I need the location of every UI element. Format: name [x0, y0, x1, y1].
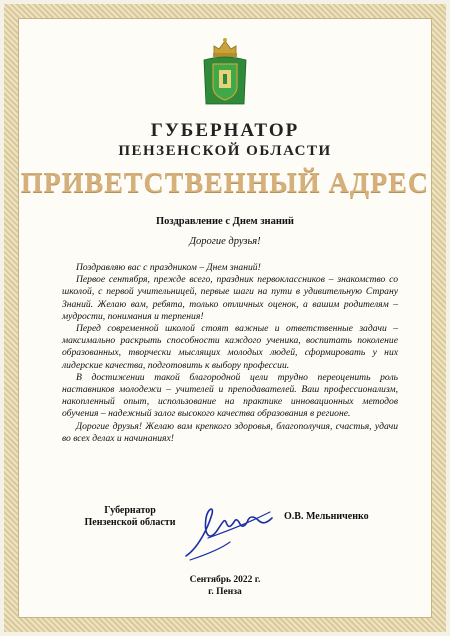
- signatory-title: [70, 505, 190, 529]
- issuer-title: ГУБЕРНАТОР: [150, 120, 300, 141]
- issuer-region: ПЕНЗЕНСКОЙ ОБЛАСТИ: [118, 143, 332, 159]
- signatory-name: О.В. Мельниченко: [284, 511, 369, 522]
- signatory-title-line: Губернатор: [104, 505, 156, 516]
- paragraph: Поздравляю вас с праздником – Днем знаний!: [76, 262, 261, 273]
- paragraph: Перед современной школой стоят важные и ответственные задачи – максимально раскрыть способности каждого ученика, воспитать поколение образованных, творчески мыслящих молодых людей, сформировать у них лидерские качества, подготовить к выбору профессии.: [62, 323, 398, 371]
- paragraph: Первое сентября, прежде всего, праздник первоклассников – знакомство со школой, с первой учительницей, первые шаги на пути в удивительную Страну Знаний. Желаю вам, ребята, только отличных оценок, а вашим родителям – мудрости, понимания и терпения!: [62, 274, 398, 322]
- paragraph: Дорогие друзья! Желаю вам крепкого здоровья, благополучия, счастья, удачи во всех делах и начинаниях!: [62, 420, 398, 444]
- document-subject: Поздравление с Днем знаний: [156, 216, 294, 227]
- date-place: [0, 574, 450, 598]
- handwritten-signature: [178, 498, 278, 564]
- coat-of-arms-emblem: [200, 34, 250, 106]
- signatory-title-line: Пензенской области: [84, 517, 176, 528]
- document-title: ПРИВЕТСТВЕННЫЙ АДРЕС: [20, 168, 430, 199]
- issue-date: Сентябрь 2022 г.: [189, 575, 261, 585]
- paragraph: В достижении такой благородной цели трудно переоценить роль наставников молодежи – учителей и преподавателей. Ваш профессионализм, накопленный опыт, использование на практике инновационных методов обучения – надежный залог высокого качества образования в регионе.: [62, 371, 398, 420]
- issue-city: г. Пенза: [208, 587, 242, 597]
- letter-body: [62, 262, 398, 445]
- salutation: Дорогие друзья!: [189, 236, 261, 247]
